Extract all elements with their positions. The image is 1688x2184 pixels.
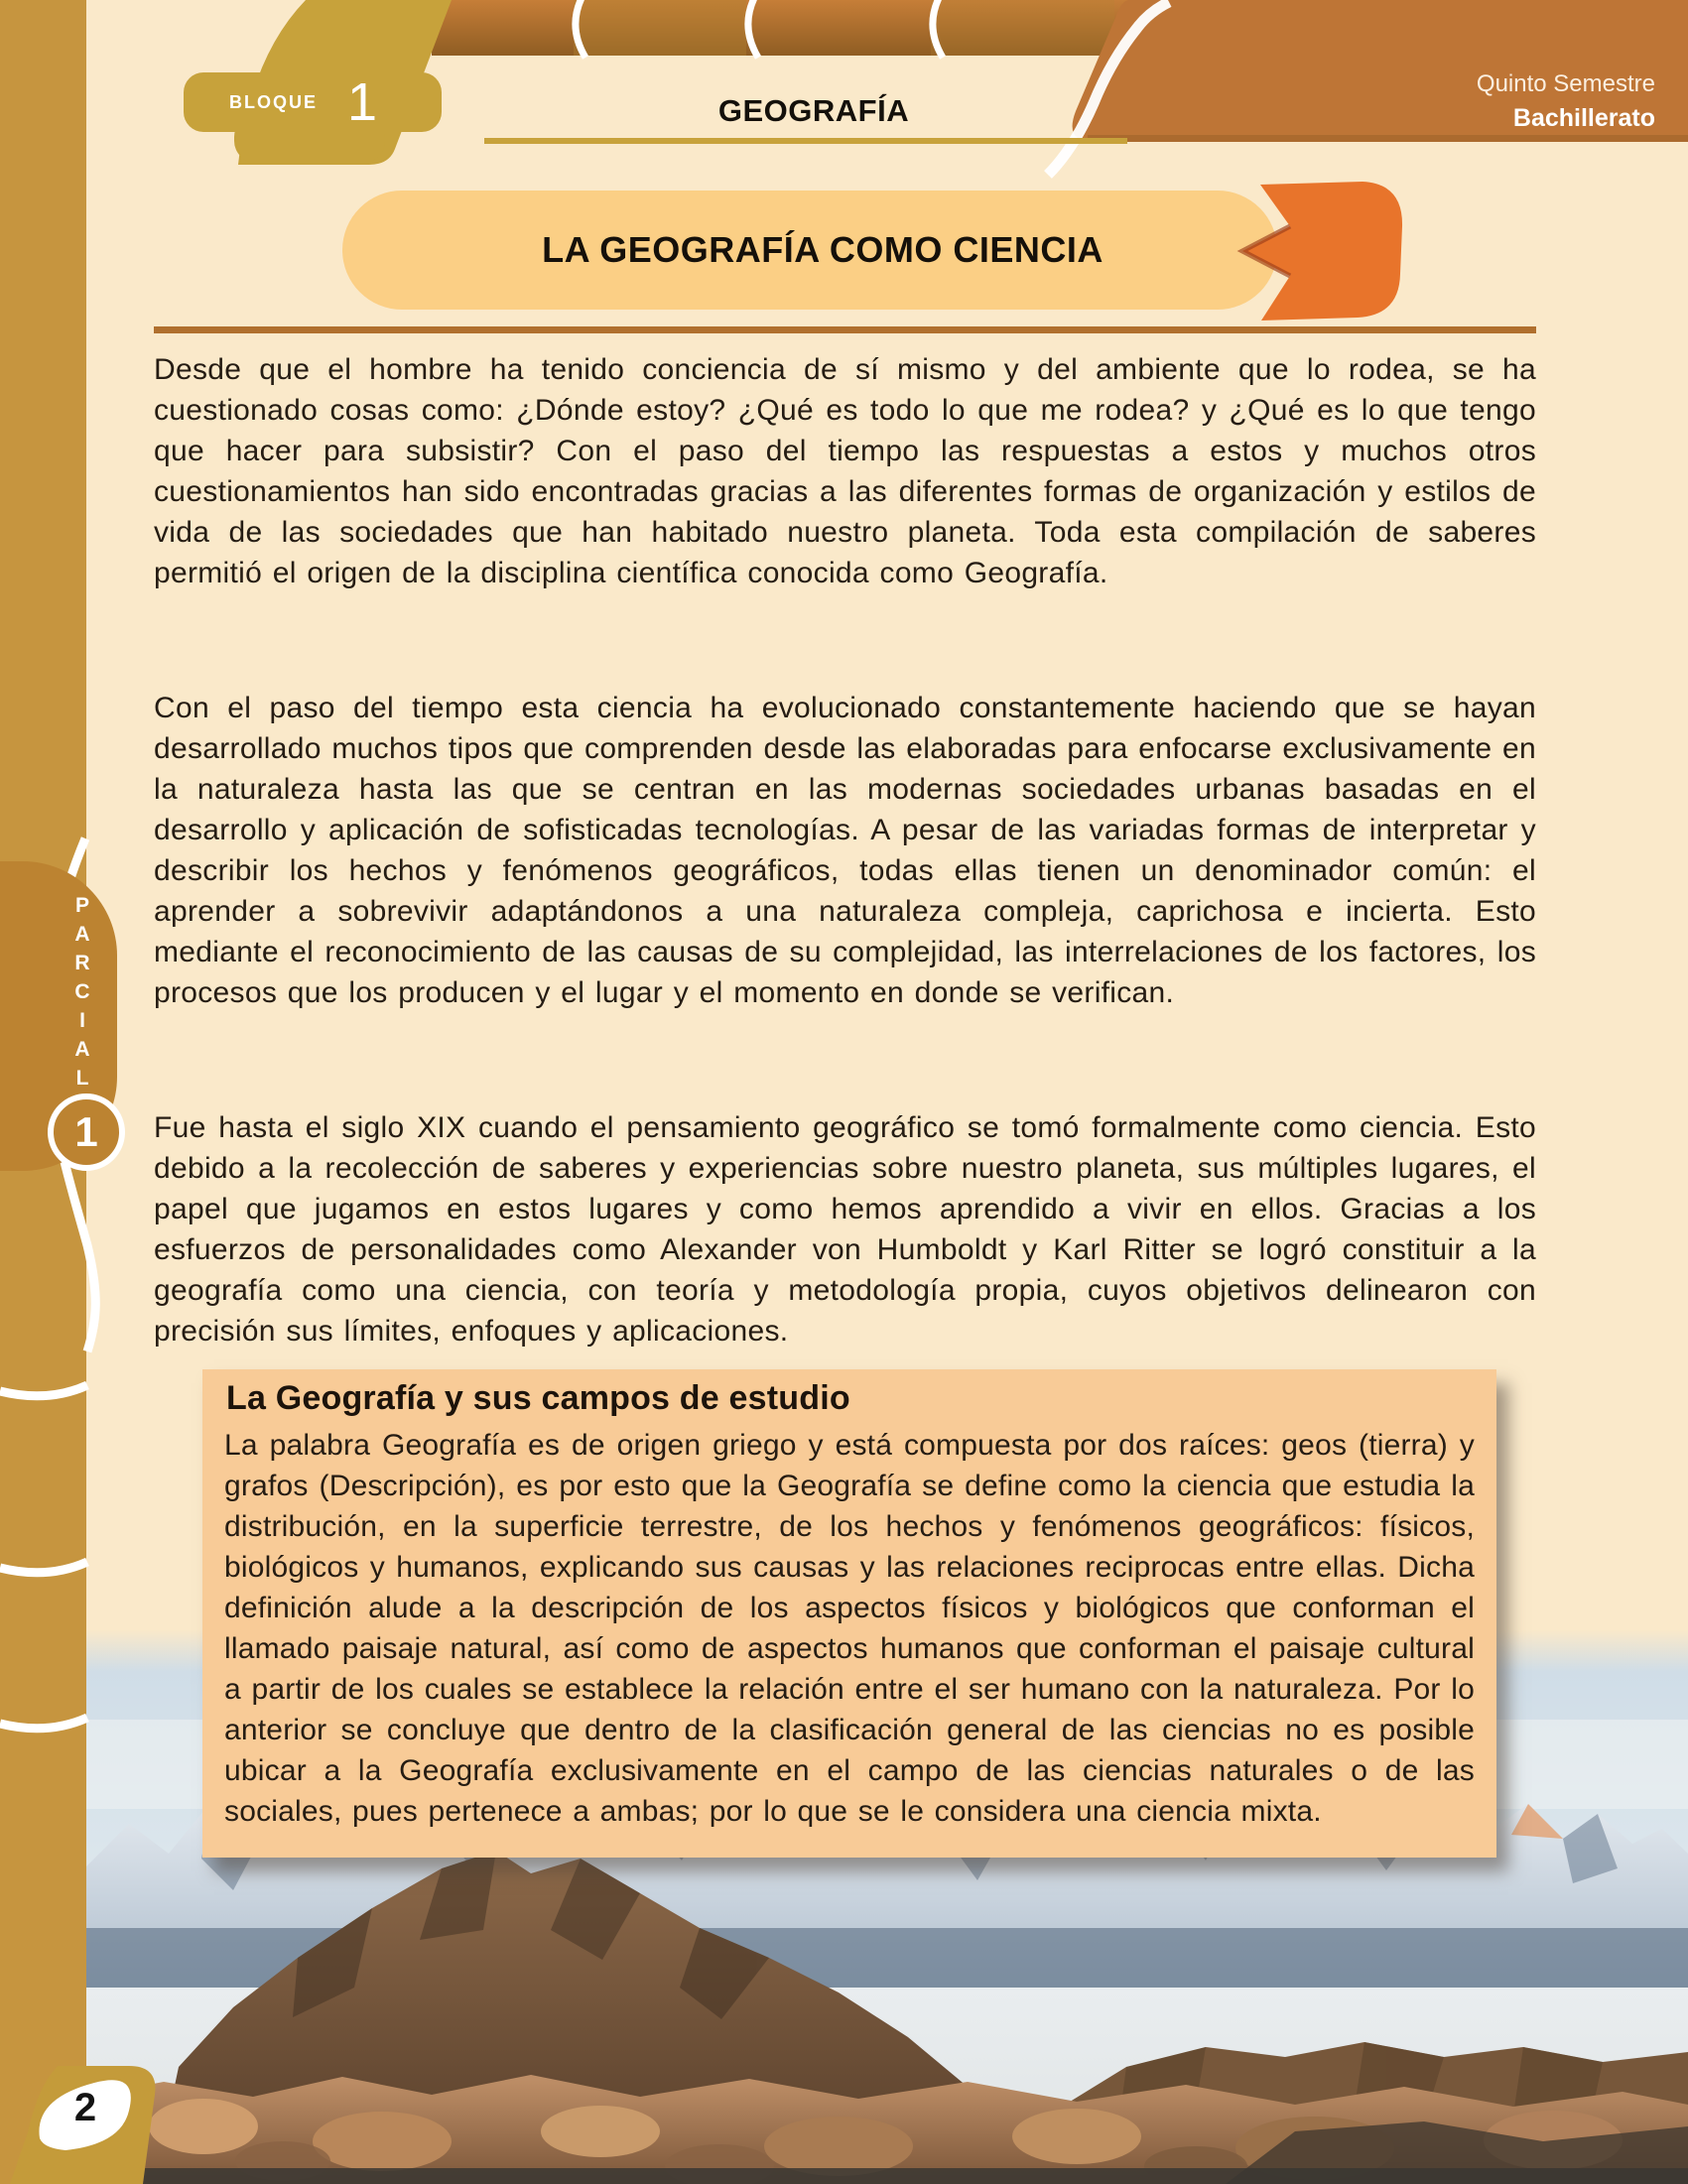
parcial-number-badge	[48, 1093, 125, 1171]
highlight-box-heading: La Geografía y sus campos de estudio	[226, 1379, 850, 1417]
parcial-label: P A R C I A L	[74, 894, 90, 1090]
semester-block	[1477, 67, 1655, 135]
section-rule	[154, 326, 1536, 333]
page-number: 2	[73, 2086, 97, 2129]
bloque-label: BLOQUE	[229, 91, 319, 112]
level-label: Bachillerato	[1512, 104, 1655, 132]
bloque-badge	[184, 72, 442, 132]
paragraph-3: Fue hasta el siglo XIX cuando el pensamiento geográfico se tomó formalmente como ciencia. Esto debido a la recolección de saberes y experiencias sobre nuestro planeta, sus múltiples lugares, el papel que jugamos en estos lugares y como hemos aprendido a vivir en ellos. Gracias a los esfuerzos de personalidades como Alexander von Humboldt y Karl Ritter se logró constituir a la geografía como una ciencia, con teoría y metodología propia, cuyos objetivos delinearon con precisión sus límites, enfoques y aplicaciones.	[154, 1111, 1536, 1348]
paragraph-2: Con el paso del tiempo esta ciencia ha evolucionado constantemente haciendo que se hayan desarrollado muchos tipos que comprenden desde las elaboradas para enfocarse exclusivamente en la naturaleza hasta las que se centran en las modernas sociedades urbanas basadas en el desarrollo y aplicación de sofisticadas tecnologías. A pesar de las variadas formas de interpretar y describir los hechos y fenómenos geográficos, todas ellas tienen un denominador común: el aprender a sobrevivir adaptándonos a una naturaleza compleja, caprichosa e incierta. Esto mediante el reconocimiento de las causas de su complejidad, las interrelaciones de los factores, los procesos que los producen y el lugar y el momento en donde se verifican.	[154, 692, 1536, 1009]
subject-underline	[484, 138, 1127, 144]
subject-title: GEOGRAFÍA	[717, 93, 910, 128]
title-banner	[342, 191, 1277, 310]
page-title: LA GEOGRAFÍA COMO CIENCIA	[542, 229, 1104, 270]
highlight-box	[202, 1369, 1496, 1858]
parcial-number: 1	[74, 1108, 98, 1155]
bloque-number: 1	[347, 72, 378, 132]
highlight-box-body: La palabra Geografía es de origen griego y está compuesta por dos raíces: geos (tierra) y grafos (Descripción), es por esto que la Geografía se define como la ciencia que estudia la distribución, en la superficie terrestre, de los hechos y fenómenos geográficos: físicos, biológicos y humanos, explicando sus causas y las relaciones reciprocas entre ellas. Dicha definición alude a la descripción de los aspectos físicos y biológicos que conforman el llamado paisaje natural, así como de aspectos humanos que conforman el paisaje cultural a partir de los cuales se establece la relación entre el ser humano con la naturaleza. Por lo anterior se concluye que dentro de la clasificación general de las ciencias no es posible ubicar a la Geografía exclusivamente en el campo de las ciencias naturales o de las sociales, pues pertenece a ambas; por lo que se le considera una ciencia mixta.	[224, 1429, 1475, 1828]
semester-label: Quinto Semestre	[1476, 70, 1655, 97]
paragraph-1: Desde que el hombre ha tenido conciencia de sí mismo y del ambiente que lo rodea, se ha cuestionado cosas como: ¿Dónde estoy? ¿Qué es todo lo que me rodea? y ¿Qué es lo que tengo que hacer para subsistir? Con el paso del tiempo las respuestas a estos y muchos otros cuestionamientos han sido encontradas gracias a las diferentes formas de organización y estilos de vida de las sociedades que han habitado nuestro planeta. Toda esta compilación de saberes permitió el origen de la disciplina científica conocida como Geografía.	[154, 353, 1536, 589]
ribbon-arrow-icon	[1229, 177, 1417, 325]
